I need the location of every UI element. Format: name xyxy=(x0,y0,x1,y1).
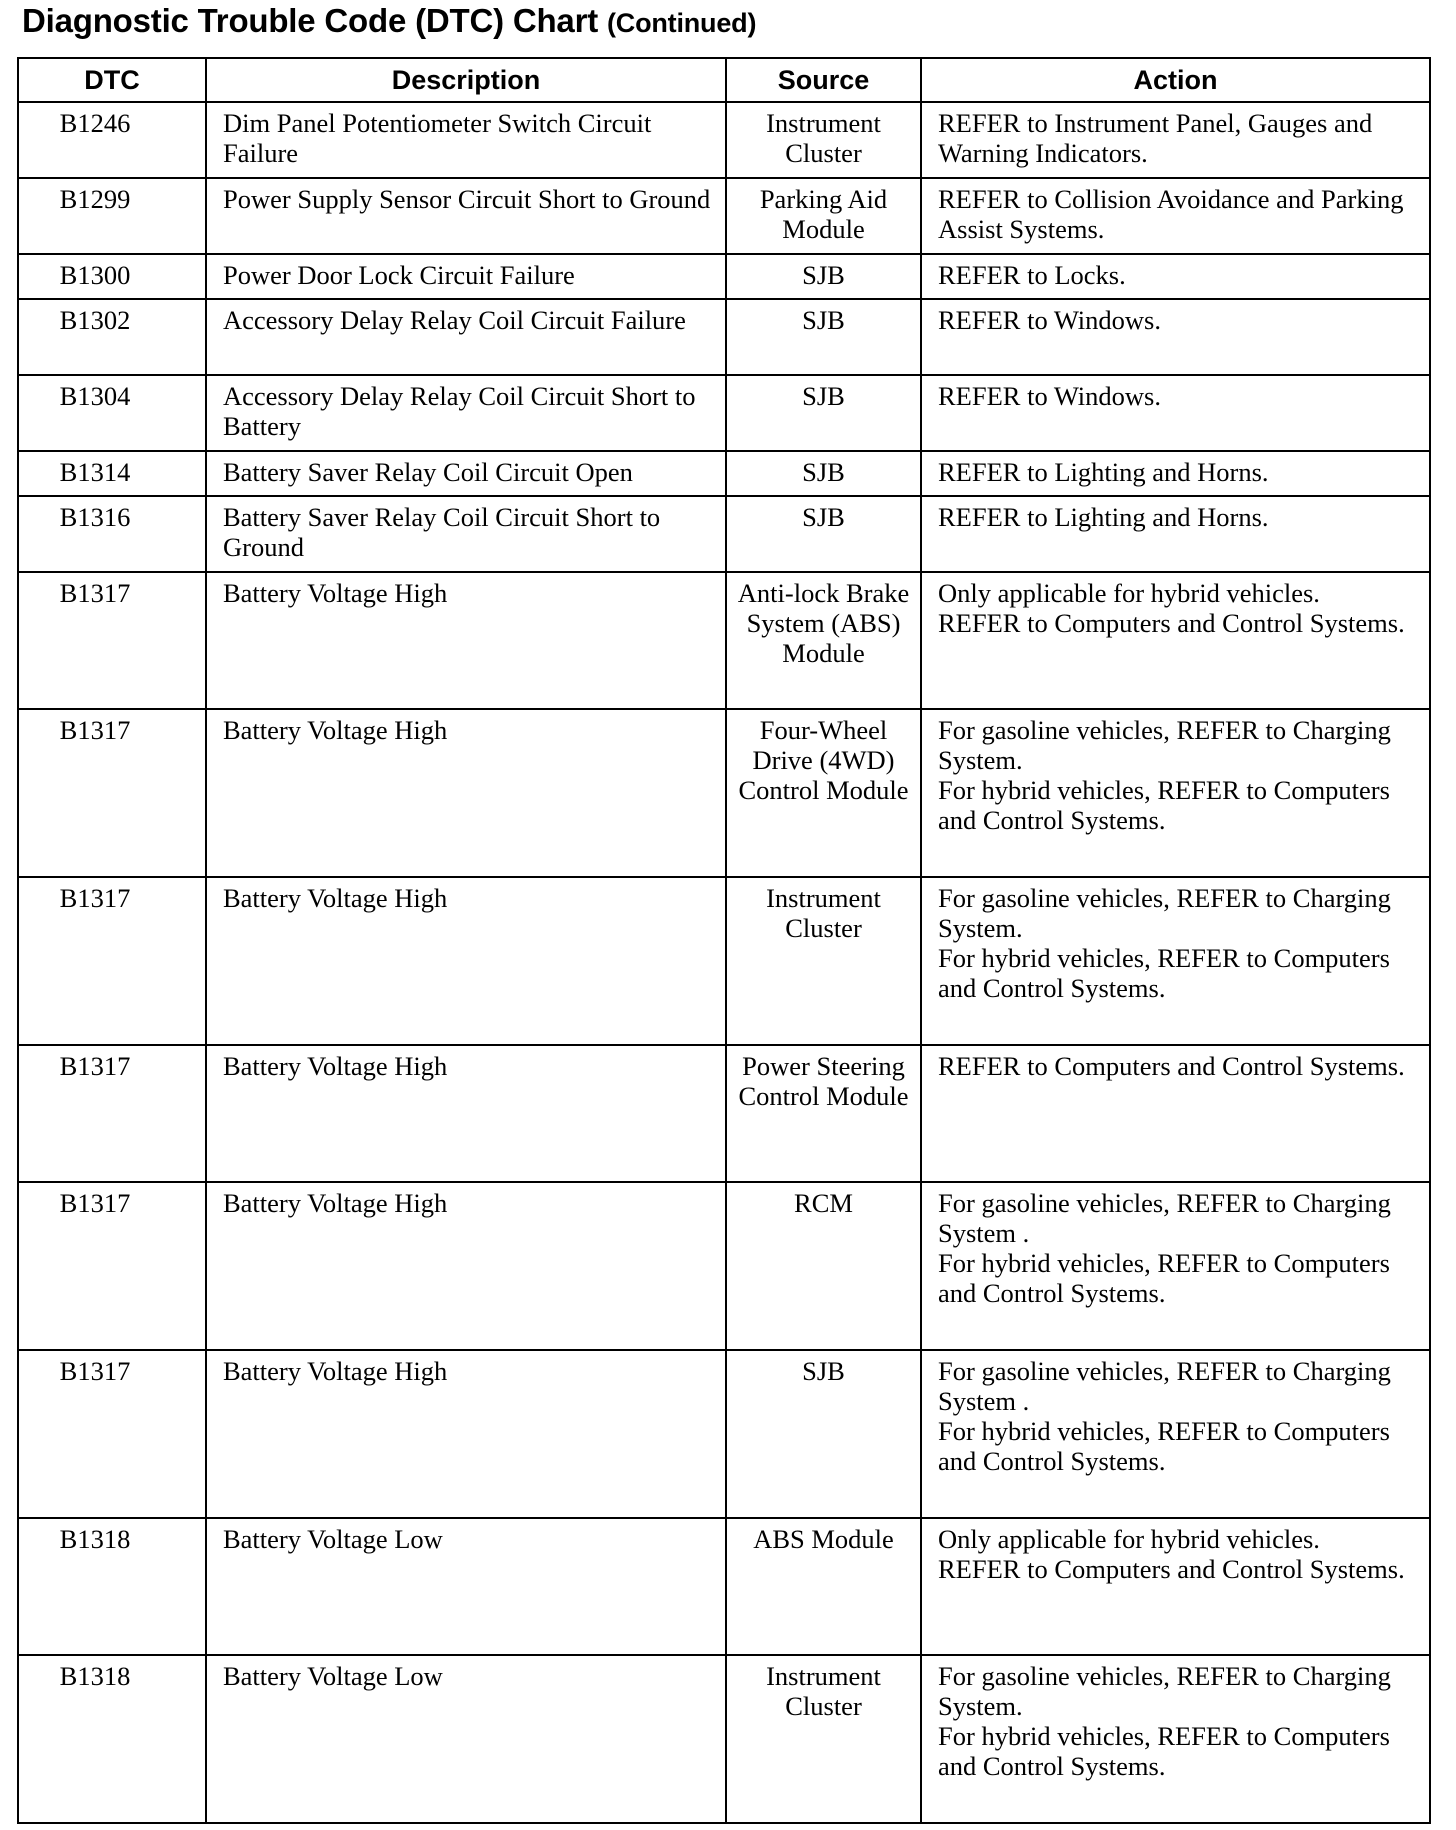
cell-dtc: B1316 xyxy=(18,496,206,572)
table-row xyxy=(18,1350,1430,1518)
action-line: REFER to Computers and Control Systems. xyxy=(938,1051,1405,1081)
cell-source: Four-Wheel Drive (4WD) Control Module xyxy=(726,709,921,877)
cell-dtc: B1299 xyxy=(18,178,206,254)
header-source: Source xyxy=(726,58,921,102)
cell-action xyxy=(921,1655,1430,1823)
cell-source: Anti-lock Brake System (ABS) Module xyxy=(726,572,921,709)
action-line: REFER to Lighting and Horns. xyxy=(938,502,1269,532)
action-line: REFER to Windows. xyxy=(938,381,1161,411)
action-line: Only applicable for hybrid vehicles. xyxy=(938,578,1320,608)
cell-description: Accessory Delay Relay Coil Circuit Failure xyxy=(206,299,726,375)
cell-action xyxy=(921,299,1430,375)
cell-source: SJB xyxy=(726,1350,921,1518)
cell-description: Dim Panel Potentiometer Switch Circuit Failure xyxy=(206,102,726,178)
cell-dtc: B1317 xyxy=(18,1350,206,1518)
dtc-table xyxy=(17,57,1431,1824)
cell-action xyxy=(921,709,1430,877)
action-line: REFER to Collision Avoidance and Parking Assist Systems. xyxy=(938,184,1404,244)
cell-dtc: B1317 xyxy=(18,877,206,1045)
header-row xyxy=(18,58,1430,102)
cell-description: Battery Saver Relay Coil Circuit Short to Ground xyxy=(206,496,726,572)
cell-description: Battery Voltage High xyxy=(206,1350,726,1518)
page-title xyxy=(22,2,756,40)
cell-description: Power Door Lock Circuit Failure xyxy=(206,254,726,299)
action-line: REFER to Computers and Control Systems. xyxy=(938,1554,1405,1584)
table-row xyxy=(18,877,1430,1045)
table-row xyxy=(18,1045,1430,1182)
cell-source: RCM xyxy=(726,1182,921,1350)
cell-action xyxy=(921,375,1430,451)
cell-dtc: B1314 xyxy=(18,451,206,496)
dtc-table-body xyxy=(18,102,1430,1823)
action-line: For gasoline vehicles, REFER to Charging System. xyxy=(938,715,1391,775)
action-line: For hybrid vehicles, REFER to Computers and Control Systems. xyxy=(938,775,1390,835)
cell-action xyxy=(921,254,1430,299)
cell-dtc: B1317 xyxy=(18,1045,206,1182)
page-title-suffix: (Continued) xyxy=(606,8,757,38)
cell-source: ABS Module xyxy=(726,1518,921,1655)
cell-description: Accessory Delay Relay Coil Circuit Short to Battery xyxy=(206,375,726,451)
cell-dtc: B1300 xyxy=(18,254,206,299)
table-row xyxy=(18,1182,1430,1350)
action-line: For hybrid vehicles, REFER to Computers and Control Systems. xyxy=(938,943,1390,1003)
cell-description: Power Supply Sensor Circuit Short to Ground xyxy=(206,178,726,254)
action-line: For gasoline vehicles, REFER to Charging System. xyxy=(938,1661,1391,1721)
cell-action xyxy=(921,1350,1430,1518)
table-row xyxy=(18,102,1430,178)
cell-source: Instrument Cluster xyxy=(726,877,921,1045)
cell-description: Battery Voltage Low xyxy=(206,1655,726,1823)
table-row xyxy=(18,451,1430,496)
action-line: For gasoline vehicles, REFER to Charging System. xyxy=(938,883,1391,943)
cell-source: SJB xyxy=(726,254,921,299)
cell-source: Parking Aid Module xyxy=(726,178,921,254)
cell-description: Battery Voltage High xyxy=(206,1182,726,1350)
cell-dtc: B1317 xyxy=(18,1182,206,1350)
table-row xyxy=(18,1655,1430,1823)
action-line: For hybrid vehicles, REFER to Computers and Control Systems. xyxy=(938,1416,1390,1476)
cell-dtc: B1304 xyxy=(18,375,206,451)
action-line: REFER to Windows. xyxy=(938,305,1161,335)
dtc-table-header xyxy=(18,58,1430,102)
table-row xyxy=(18,572,1430,709)
cell-source: SJB xyxy=(726,375,921,451)
cell-description: Battery Saver Relay Coil Circuit Open xyxy=(206,451,726,496)
cell-dtc: B1318 xyxy=(18,1518,206,1655)
cell-action xyxy=(921,1045,1430,1182)
table-row xyxy=(18,299,1430,375)
table-row xyxy=(18,496,1430,572)
action-line: For hybrid vehicles, REFER to Computers and Control Systems. xyxy=(938,1721,1390,1781)
cell-action xyxy=(921,1518,1430,1655)
cell-action xyxy=(921,1182,1430,1350)
cell-action xyxy=(921,178,1430,254)
cell-source: SJB xyxy=(726,299,921,375)
header-action: Action xyxy=(921,58,1430,102)
cell-description: Battery Voltage High xyxy=(206,572,726,709)
cell-description: Battery Voltage High xyxy=(206,877,726,1045)
cell-source: Instrument Cluster xyxy=(726,102,921,178)
cell-dtc: B1246 xyxy=(18,102,206,178)
cell-dtc: B1302 xyxy=(18,299,206,375)
cell-dtc: B1318 xyxy=(18,1655,206,1823)
cell-source: SJB xyxy=(726,451,921,496)
cell-action xyxy=(921,877,1430,1045)
cell-description: Battery Voltage High xyxy=(206,1045,726,1182)
table-row xyxy=(18,178,1430,254)
action-line: REFER to Instrument Panel, Gauges and Warning Indicators. xyxy=(938,108,1373,168)
action-line: Only applicable for hybrid vehicles. xyxy=(938,1524,1320,1554)
header-dtc: DTC xyxy=(18,58,206,102)
action-line: REFER to Lighting and Horns. xyxy=(938,457,1269,487)
table-row xyxy=(18,709,1430,877)
cell-dtc: B1317 xyxy=(18,572,206,709)
action-line: For gasoline vehicles, REFER to Charging System . xyxy=(938,1188,1391,1248)
action-line: REFER to Locks. xyxy=(938,260,1126,290)
cell-source: SJB xyxy=(726,496,921,572)
table-row xyxy=(18,375,1430,451)
cell-dtc: B1317 xyxy=(18,709,206,877)
action-line: For gasoline vehicles, REFER to Charging System . xyxy=(938,1356,1391,1416)
table-row xyxy=(18,254,1430,299)
cell-source: Instrument Cluster xyxy=(726,1655,921,1823)
action-line: REFER to Computers and Control Systems. xyxy=(938,608,1405,638)
table-row xyxy=(18,1518,1430,1655)
cell-description: Battery Voltage High xyxy=(206,709,726,877)
cell-action xyxy=(921,496,1430,572)
page-title-text: Diagnostic Trouble Code (DTC) Chart xyxy=(22,2,599,39)
cell-action xyxy=(921,102,1430,178)
action-line: For hybrid vehicles, REFER to Computers and Control Systems. xyxy=(938,1248,1390,1308)
cell-description: Battery Voltage Low xyxy=(206,1518,726,1655)
header-description: Description xyxy=(206,58,726,102)
cell-source: Power Steering Control Module xyxy=(726,1045,921,1182)
cell-action xyxy=(921,451,1430,496)
cell-action xyxy=(921,572,1430,709)
